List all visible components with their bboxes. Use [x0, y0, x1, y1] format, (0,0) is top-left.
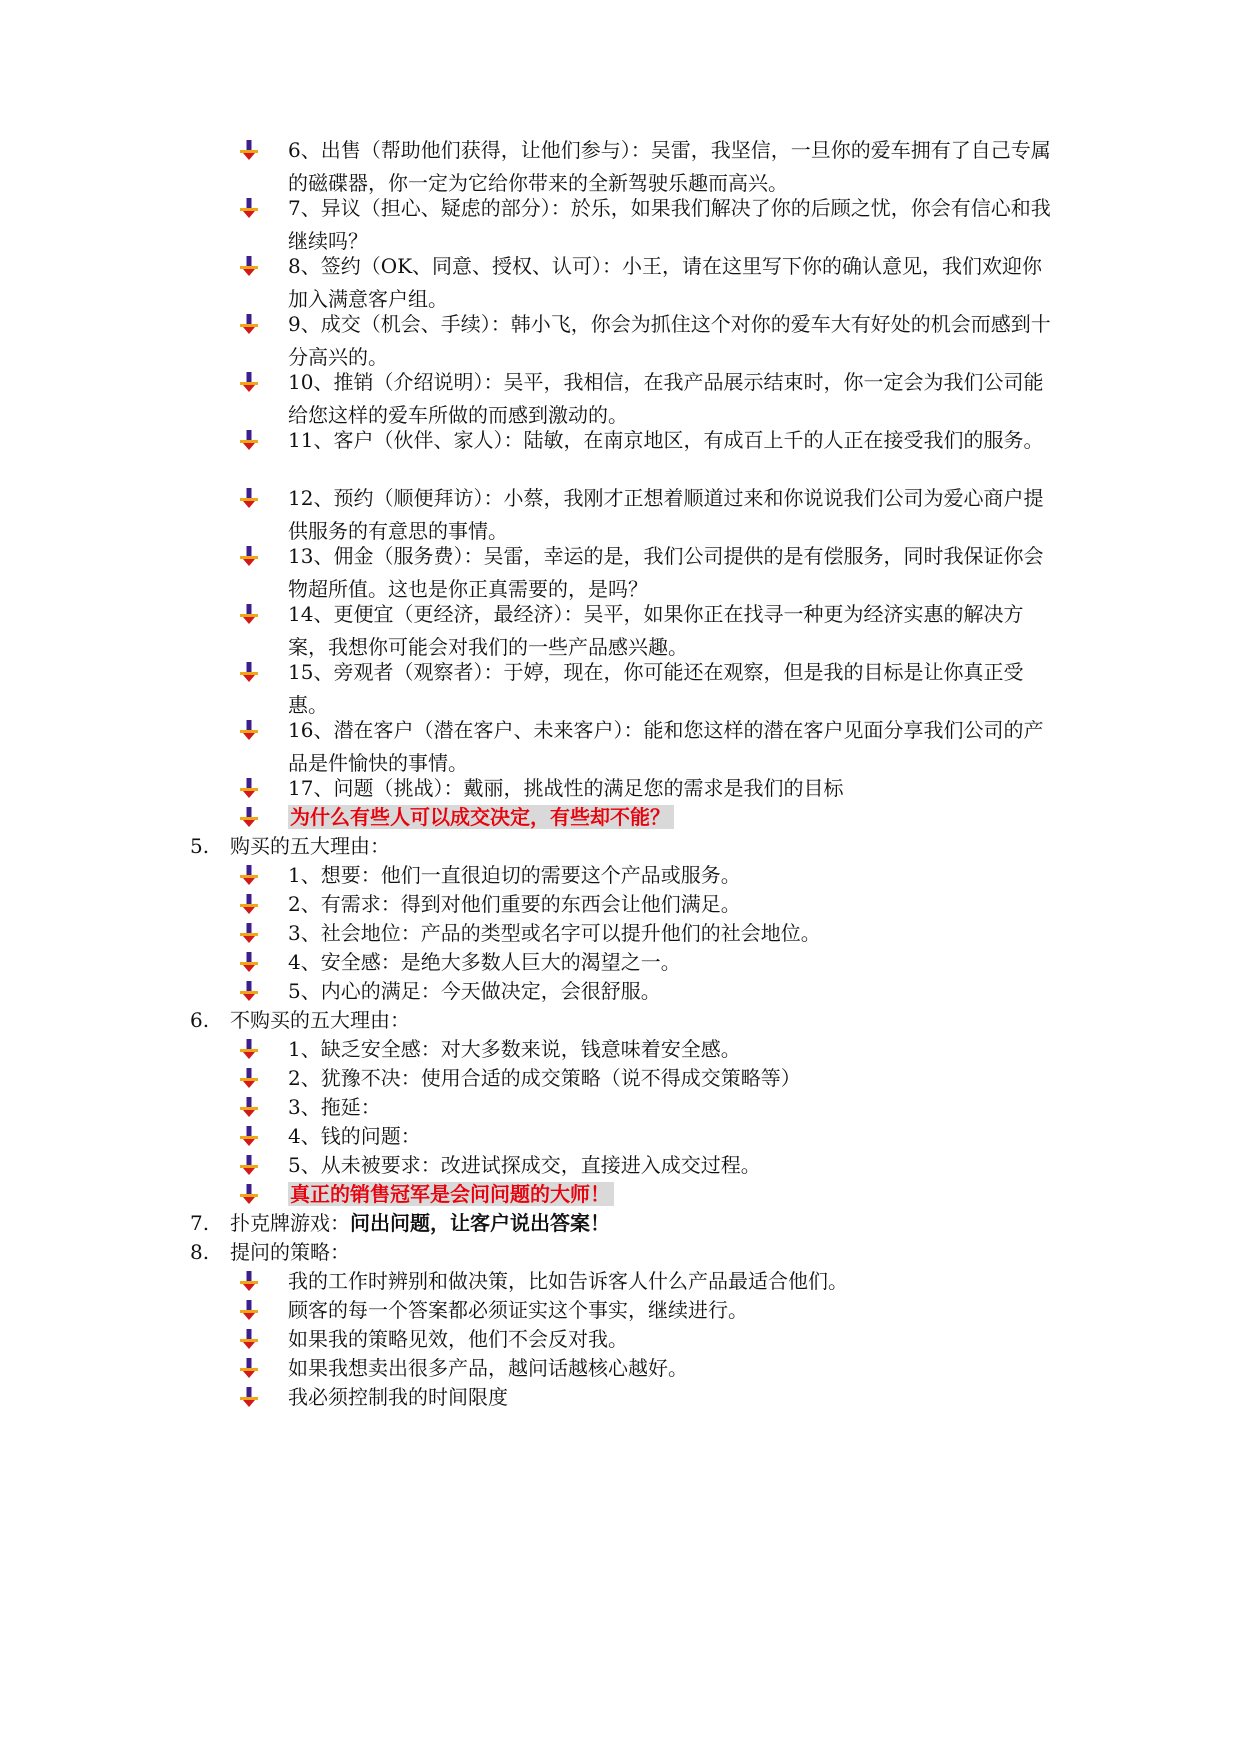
list-item — [288, 917, 1058, 950]
down-arrow-bullet-icon — [240, 952, 258, 972]
list-item-text: 我的工作时辨别和做决策，比如告诉客人什么产品最适合他们。 — [288, 1269, 848, 1293]
list-item — [288, 134, 1058, 199]
list-item — [288, 482, 1058, 547]
list-item-text: 1、缺乏安全感：对大多数来说，钱意味着安全感。 — [288, 1037, 741, 1061]
list-item-text: 3、社会地位：产品的类型或名字可以提升他们的社会地位。 — [288, 921, 821, 945]
list-item — [288, 1033, 1058, 1066]
list-item-text: 15、旁观者（观察者）：于婷，现在，你可能还在观察，但是我的目标是让你真正受惠。 — [288, 660, 1024, 717]
down-arrow-bullet-icon — [240, 778, 258, 798]
down-arrow-bullet-icon — [240, 314, 258, 334]
down-arrow-bullet-icon — [240, 1329, 258, 1349]
list-item — [288, 540, 1058, 605]
list-item — [288, 1381, 1058, 1414]
list-item-text: 11、客户（伙伴、家人）：陆敏，在南京地区，有成百上千的人正在接受我们的服务。 — [288, 428, 1044, 452]
section-title: 购买的五大理由： — [230, 834, 390, 858]
down-arrow-bullet-icon — [240, 430, 258, 450]
down-arrow-bullet-icon — [240, 1126, 258, 1146]
list-item — [288, 598, 1058, 663]
down-arrow-bullet-icon — [240, 923, 258, 943]
list-item-text: 如果我的策略见效，他们不会反对我。 — [288, 1327, 628, 1351]
list-item — [288, 1091, 1058, 1124]
down-arrow-bullet-icon — [240, 720, 258, 740]
down-arrow-bullet-icon — [240, 1097, 258, 1117]
down-arrow-bullet-icon — [240, 372, 258, 392]
list-item-text: 2、有需求：得到对他们重要的东西会让他们满足。 — [288, 892, 741, 916]
down-arrow-bullet-icon — [240, 140, 258, 160]
list-item — [288, 714, 1058, 779]
down-arrow-bullet-icon — [240, 807, 258, 827]
list-item — [288, 366, 1058, 431]
section-heading — [190, 1004, 410, 1036]
list-item — [288, 888, 1058, 921]
list-item-text: 如果我想卖出很多产品，越问话越核心越好。 — [288, 1356, 688, 1380]
list-item — [288, 1265, 1058, 1298]
list-item — [288, 1352, 1058, 1385]
down-arrow-bullet-icon — [240, 546, 258, 566]
section-bold-text: 问出问题，让客户说出答案！ — [350, 1211, 610, 1235]
section-heading — [190, 1207, 610, 1239]
list-item-text: 7、异议（担心、疑虑的部分）：於乐，如果我们解决了你的后顾之忧，你会有信心和我继续吗？ — [288, 196, 1051, 253]
list-item-text: 10、推销（介绍说明）：吴平，我相信，在我产品展示结束时，你一定会为我们公司能给您这样的爱车所做的而感到激动的。 — [288, 370, 1044, 427]
list-item — [288, 656, 1058, 721]
down-arrow-bullet-icon — [240, 1039, 258, 1059]
down-arrow-bullet-icon — [240, 894, 258, 914]
down-arrow-bullet-icon — [240, 1184, 258, 1204]
list-item-text: 4、钱的问题： — [288, 1124, 421, 1148]
down-arrow-bullet-icon — [240, 488, 258, 508]
down-arrow-bullet-icon — [240, 1068, 258, 1088]
list-item-text: 16、潜在客户（潜在客户、未来客户）：能和您这样的潜在客户见面分享我们公司的产品是件愉快的事情。 — [288, 718, 1044, 775]
section-title: 提问的策略： — [230, 1240, 350, 1264]
list-item-highlight — [288, 1178, 1058, 1211]
list-item-text: 12、预约（顺便拜访）：小蔡，我刚才正想着顺道过来和你说说我们公司为爱心商户提供服务的有意思的事情。 — [288, 486, 1044, 543]
down-arrow-bullet-icon — [240, 662, 258, 682]
list-item — [288, 1294, 1058, 1327]
section-number: 8. — [190, 1240, 210, 1264]
list-item-highlight — [288, 801, 1058, 834]
down-arrow-bullet-icon — [240, 198, 258, 218]
list-item-text: 17、问题（挑战）：戴丽，挑战性的满足您的需求是我们的目标 — [288, 776, 844, 800]
list-item-text: 1、想要：他们一直很迫切的需要这个产品或服务。 — [288, 863, 741, 887]
section-heading — [190, 1236, 350, 1268]
list-item — [288, 424, 1058, 457]
section-heading — [190, 830, 390, 862]
list-item-text: 6、出售（帮助他们获得，让他们参与）：吴雷，我坚信，一旦你的爱车拥有了自己专属的磁碟器，你一定为它给你带来的全新驾驶乐趣而高兴。 — [288, 138, 1051, 195]
list-item-text: 8、签约（OK、同意、授权、认可）：小王，请在这里写下你的确认意见，我们欢迎你加入满意客户组。 — [288, 254, 1043, 311]
list-item-text: 5、从未被要求：改进试探成交，直接进入成交过程。 — [288, 1153, 761, 1177]
list-item — [288, 1149, 1058, 1182]
down-arrow-bullet-icon — [240, 1155, 258, 1175]
highlight-statement: 真正的销售冠军是会问问题的大师！ — [288, 1182, 614, 1206]
section-number: 5. — [190, 834, 210, 858]
list-item-text: 5、内心的满足：今天做决定，会很舒服。 — [288, 979, 661, 1003]
list-item-text: 14、更便宜（更经济，最经济）：吴平，如果你正在找寻一种更为经济实惠的解决方案，我想你可能会对我们的一些产品感兴趣。 — [288, 602, 1024, 659]
list-item-text: 9、成交（机会、手续）：韩小飞，你会为抓住这个对你的爱车大有好处的机会而感到十分高兴的。 — [288, 312, 1051, 369]
down-arrow-bullet-icon — [240, 604, 258, 624]
list-item-text: 我必须控制我的时间限度 — [288, 1385, 508, 1409]
highlight-question: 为什么有些人可以成交决定，有些却不能？ — [288, 805, 674, 829]
section-title: 不购买的五大理由： — [230, 1008, 410, 1032]
list-item — [288, 946, 1058, 979]
list-item — [288, 1062, 1058, 1095]
section-number: 6. — [190, 1008, 210, 1032]
list-item-text: 顾客的每一个答案都必须证实这个事实，继续进行。 — [288, 1298, 748, 1322]
down-arrow-bullet-icon — [240, 1271, 258, 1291]
down-arrow-bullet-icon — [240, 256, 258, 276]
down-arrow-bullet-icon — [240, 1300, 258, 1320]
list-item — [288, 859, 1058, 892]
list-item-text: 2、犹豫不决：使用合适的成交策略（说不得成交策略等） — [288, 1066, 801, 1090]
down-arrow-bullet-icon — [240, 981, 258, 1001]
list-item — [288, 250, 1058, 315]
section-number: 7. — [190, 1211, 210, 1235]
list-item-text: 4、安全感：是绝大多数人巨大的渴望之一。 — [288, 950, 681, 974]
down-arrow-bullet-icon — [240, 1358, 258, 1378]
list-item — [288, 975, 1058, 1008]
list-item — [288, 1120, 1058, 1153]
section-title: 扑克牌游戏： — [230, 1211, 350, 1235]
down-arrow-bullet-icon — [240, 865, 258, 885]
list-item-text: 13、佣金（服务费）：吴雷，幸运的是，我们公司提供的是有偿服务，同时我保证你会物超所值。这也是你正真需要的，是吗？ — [288, 544, 1044, 601]
down-arrow-bullet-icon — [240, 1387, 258, 1407]
list-item — [288, 1323, 1058, 1356]
list-item — [288, 192, 1058, 257]
list-item — [288, 308, 1058, 373]
list-item-text: 3、拖延： — [288, 1095, 381, 1119]
list-item — [288, 772, 1058, 805]
